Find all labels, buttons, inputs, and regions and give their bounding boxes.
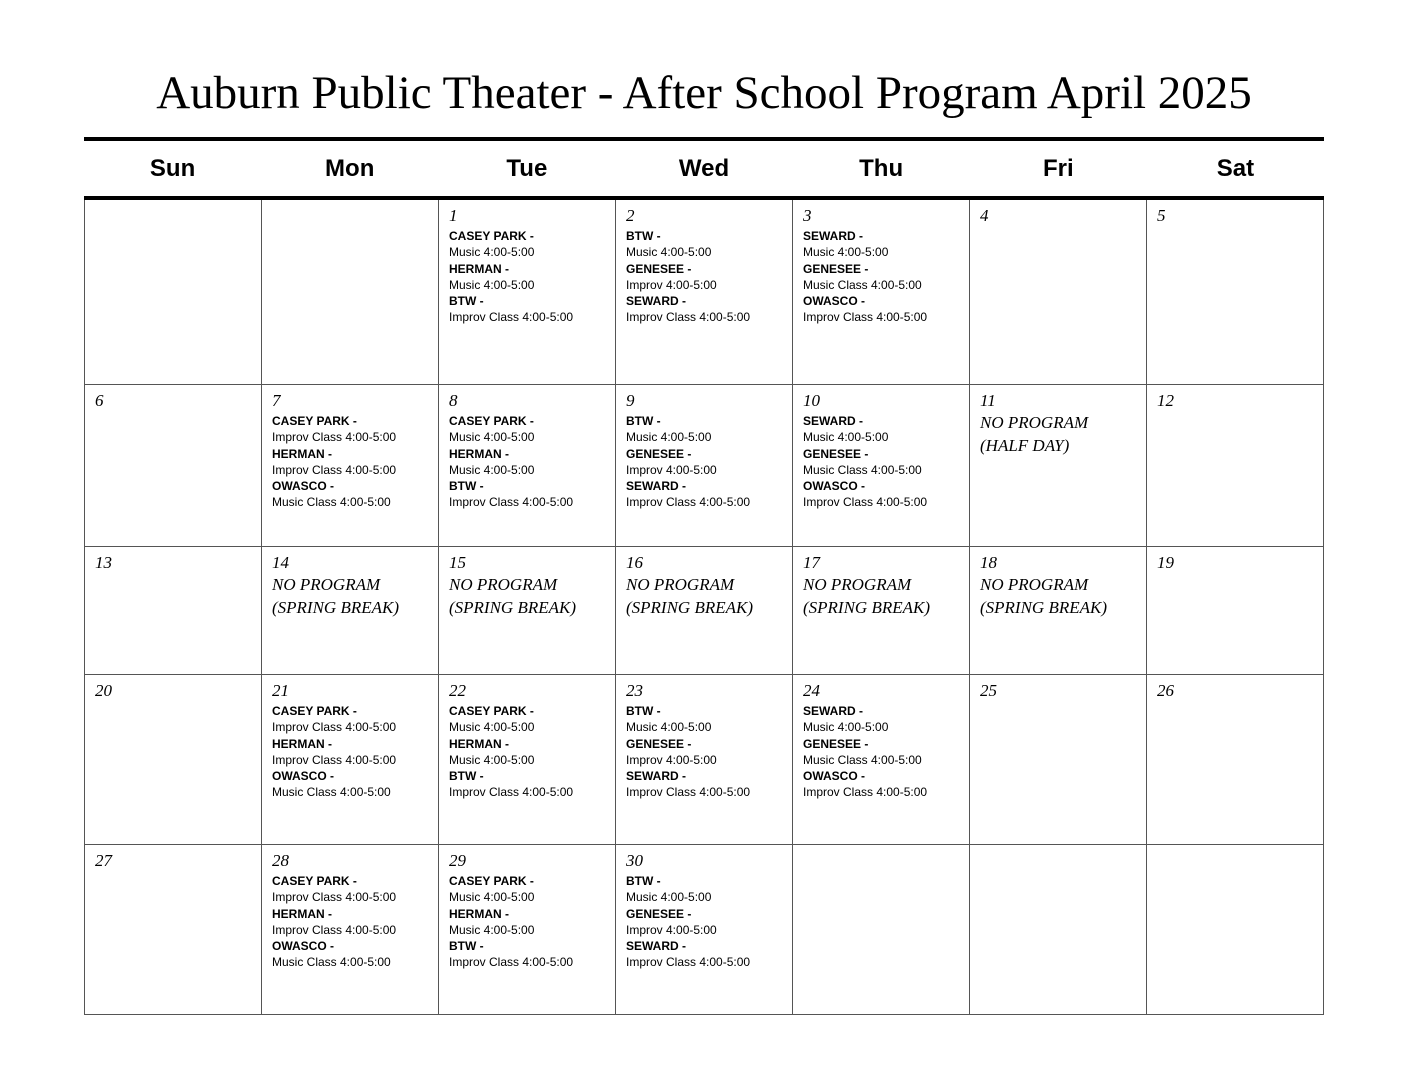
event-school: OWASCO - [272,939,334,954]
day-cell [439,674,616,844]
event-list [626,413,784,511]
day-cell [439,384,616,546]
day-cell [970,674,1147,844]
event-activity: Music 4:00-5:00 [449,922,535,937]
event-school: GENESEE - [626,446,692,461]
day-number: 21 [272,681,289,700]
day-cell [85,844,262,1015]
event-school: GENESEE - [626,261,692,276]
no-program-reason: (HALF DAY) [980,436,1070,455]
event-list [803,413,961,511]
day-cell [262,546,439,674]
event-list [449,228,607,326]
day-cell [616,200,793,384]
day-number: 15 [449,553,466,572]
day-cell [85,200,262,384]
weekday-sun: Sun [149,155,196,182]
day-cell [85,674,262,844]
day-number: 7 [272,391,281,410]
day-number: 1 [449,206,458,225]
event-list [272,413,430,511]
day-number: 22 [449,681,466,700]
no-program-reason: (SPRING BREAK) [272,598,399,617]
day-cell [793,546,970,674]
day-cell [793,384,970,546]
event-activity: Music Class 4:00-5:00 [803,462,922,477]
event-activity: Improv 4:00-5:00 [626,277,717,292]
weekday-fri: Fri [1042,155,1074,182]
event-school: OWASCO - [272,479,334,494]
no-program-reason: (SPRING BREAK) [980,598,1107,617]
event-school: SEWARD - [626,479,686,494]
event-activity: Improv Class 4:00-5:00 [803,785,928,800]
day-cell [439,546,616,674]
day-number: 20 [95,681,112,700]
day-cell [85,384,262,546]
event-list [449,873,607,971]
event-list [449,703,607,801]
event-activity: Improv Class 4:00-5:00 [626,310,751,325]
day-cell [1147,200,1324,384]
day-cell [262,200,439,384]
day-number: 2 [626,206,635,225]
no-program-note: NO PROGRAM [980,575,1089,594]
day-cell [1147,546,1324,674]
day-cell [970,384,1147,546]
event-school: HERMAN - [449,446,509,461]
event-activity: Improv 4:00-5:00 [626,752,717,767]
no-program-note: NO PROGRAM [272,575,381,594]
event-activity: Improv 4:00-5:00 [626,922,717,937]
day-number: 5 [1157,206,1166,225]
day-cell [793,200,970,384]
event-list [803,228,961,326]
day-number: 4 [980,206,989,225]
event-school: HERMAN - [449,261,509,276]
day-number: 24 [803,681,820,700]
event-school: SEWARD - [626,294,686,309]
event-school: BTW - [449,294,484,309]
event-activity: Music 4:00-5:00 [449,462,535,477]
event-school: CASEY PARK - [449,874,534,888]
day-number: 10 [803,391,820,410]
event-list [449,413,607,511]
day-cell [439,844,616,1015]
day-cell [970,200,1147,384]
event-activity: Music 4:00-5:00 [449,430,535,445]
event-activity: Music Class 4:00-5:00 [272,785,391,800]
day-number: 18 [980,553,997,572]
event-activity: Improv Class 4:00-5:00 [272,430,397,445]
weekday-mon: Mon [325,155,375,182]
event-activity: Music Class 4:00-5:00 [272,955,391,970]
day-cell [439,200,616,384]
event-school: CASEY PARK - [272,704,357,718]
no-program-note: NO PROGRAM [980,413,1089,432]
no-program-reason: (SPRING BREAK) [803,598,930,617]
event-activity: Improv Class 4:00-5:00 [626,785,751,800]
event-school: CASEY PARK - [449,414,534,428]
event-school: OWASCO - [803,479,865,494]
calendar-grid [84,200,1324,1015]
event-school: BTW - [449,479,484,494]
event-activity: Music 4:00-5:00 [626,430,712,445]
event-school: GENESEE - [803,446,869,461]
event-school: CASEY PARK - [449,704,534,718]
event-list [803,703,961,801]
event-activity: Music Class 4:00-5:00 [803,752,922,767]
event-activity: Music 4:00-5:00 [803,245,889,260]
event-school: SEWARD - [803,414,863,428]
day-number: 27 [95,851,112,870]
event-school: HERMAN - [449,736,509,751]
event-activity: Improv Class 4:00-5:00 [272,462,397,477]
day-number: 6 [95,391,104,410]
event-school: SEWARD - [626,769,686,784]
day-cell [616,674,793,844]
day-cell [793,844,970,1015]
event-school: GENESEE - [626,736,692,751]
event-activity: Music Class 4:00-5:00 [803,277,922,292]
day-number: 11 [980,391,996,410]
page-title: Auburn Public Theater - After School Program April 2025 [156,67,1252,119]
day-number: 19 [1157,553,1174,572]
event-school: BTW - [626,414,661,428]
weekday-wed: Wed [678,155,730,182]
event-activity: Music 4:00-5:00 [626,890,712,905]
event-list [626,873,784,971]
event-school: BTW - [449,769,484,784]
event-school: CASEY PARK - [272,414,357,428]
no-program-note: NO PROGRAM [449,575,558,594]
day-cell [1147,384,1324,546]
event-list [272,703,430,801]
event-school: BTW - [626,229,661,243]
day-cell [1147,844,1324,1015]
event-school: BTW - [626,874,661,888]
event-school: HERMAN - [272,906,332,921]
event-activity: Music 4:00-5:00 [803,430,889,445]
day-cell [262,384,439,546]
event-school: BTW - [626,704,661,718]
day-number: 13 [95,553,112,572]
event-school: CASEY PARK - [449,229,534,243]
day-number: 23 [626,681,643,700]
day-number: 16 [626,553,643,572]
event-activity: Improv Class 4:00-5:00 [626,495,751,510]
event-school: SEWARD - [626,939,686,954]
day-number: 28 [272,851,289,870]
day-number: 17 [803,553,820,572]
event-school: OWASCO - [272,769,334,784]
day-cell [970,844,1147,1015]
event-school: GENESEE - [803,736,869,751]
event-school: OWASCO - [803,769,865,784]
event-activity: Music Class 4:00-5:00 [272,495,391,510]
day-cell [1147,674,1324,844]
day-number: 8 [449,391,458,410]
event-activity: Music 4:00-5:00 [449,752,535,767]
event-activity: Music 4:00-5:00 [449,277,535,292]
no-program-note: NO PROGRAM [803,575,912,594]
event-activity: Music 4:00-5:00 [449,245,535,260]
day-cell [616,844,793,1015]
day-cell [616,384,793,546]
no-program-note: NO PROGRAM [626,575,735,594]
day-number: 29 [449,851,466,870]
day-cell [793,674,970,844]
event-school: GENESEE - [626,906,692,921]
event-school: HERMAN - [272,736,332,751]
event-school: GENESEE - [803,261,869,276]
day-cell [616,546,793,674]
event-activity: Music 4:00-5:00 [449,720,535,735]
day-cell [85,546,262,674]
event-activity: Improv 4:00-5:00 [626,462,717,477]
event-activity: Improv Class 4:00-5:00 [803,495,928,510]
event-activity: Music 4:00-5:00 [626,245,712,260]
weekday-thu: Thu [859,155,904,182]
event-activity: Music 4:00-5:00 [626,720,712,735]
event-activity: Improv Class 4:00-5:00 [272,752,397,767]
day-cell [262,674,439,844]
day-number: 12 [1157,391,1174,410]
event-school: CASEY PARK - [272,874,357,888]
weekday-tue: Tue [506,155,548,182]
event-activity: Improv Class 4:00-5:00 [272,922,397,937]
day-number: 26 [1157,681,1174,700]
event-school: OWASCO - [803,294,865,309]
event-activity: Music 4:00-5:00 [803,720,889,735]
event-activity: Improv Class 4:00-5:00 [626,955,751,970]
event-school: SEWARD - [803,704,863,718]
day-number: 3 [803,206,812,225]
day-number: 9 [626,391,635,410]
event-school: HERMAN - [272,446,332,461]
day-cell [262,844,439,1015]
day-number: 30 [626,851,643,870]
event-list [626,703,784,801]
no-program-reason: (SPRING BREAK) [449,598,576,617]
day-cell [970,546,1147,674]
event-school: SEWARD - [803,229,863,243]
no-program-reason: (SPRING BREAK) [626,598,753,617]
day-number: 14 [272,553,289,572]
weekday-header [84,141,1324,196]
day-number: 25 [980,681,997,700]
event-activity: Music 4:00-5:00 [449,890,535,905]
event-activity: Improv Class 4:00-5:00 [449,495,574,510]
event-activity: Improv Class 4:00-5:00 [272,890,397,905]
event-activity: Improv Class 4:00-5:00 [449,785,574,800]
weekday-sat: Sat [1216,155,1255,182]
event-list [626,228,784,326]
event-activity: Improv Class 4:00-5:00 [449,310,574,325]
event-activity: Improv Class 4:00-5:00 [449,955,574,970]
event-school: HERMAN - [449,906,509,921]
event-school: BTW - [449,939,484,954]
event-list [272,873,430,971]
event-activity: Improv Class 4:00-5:00 [272,720,397,735]
event-activity: Improv Class 4:00-5:00 [803,310,928,325]
